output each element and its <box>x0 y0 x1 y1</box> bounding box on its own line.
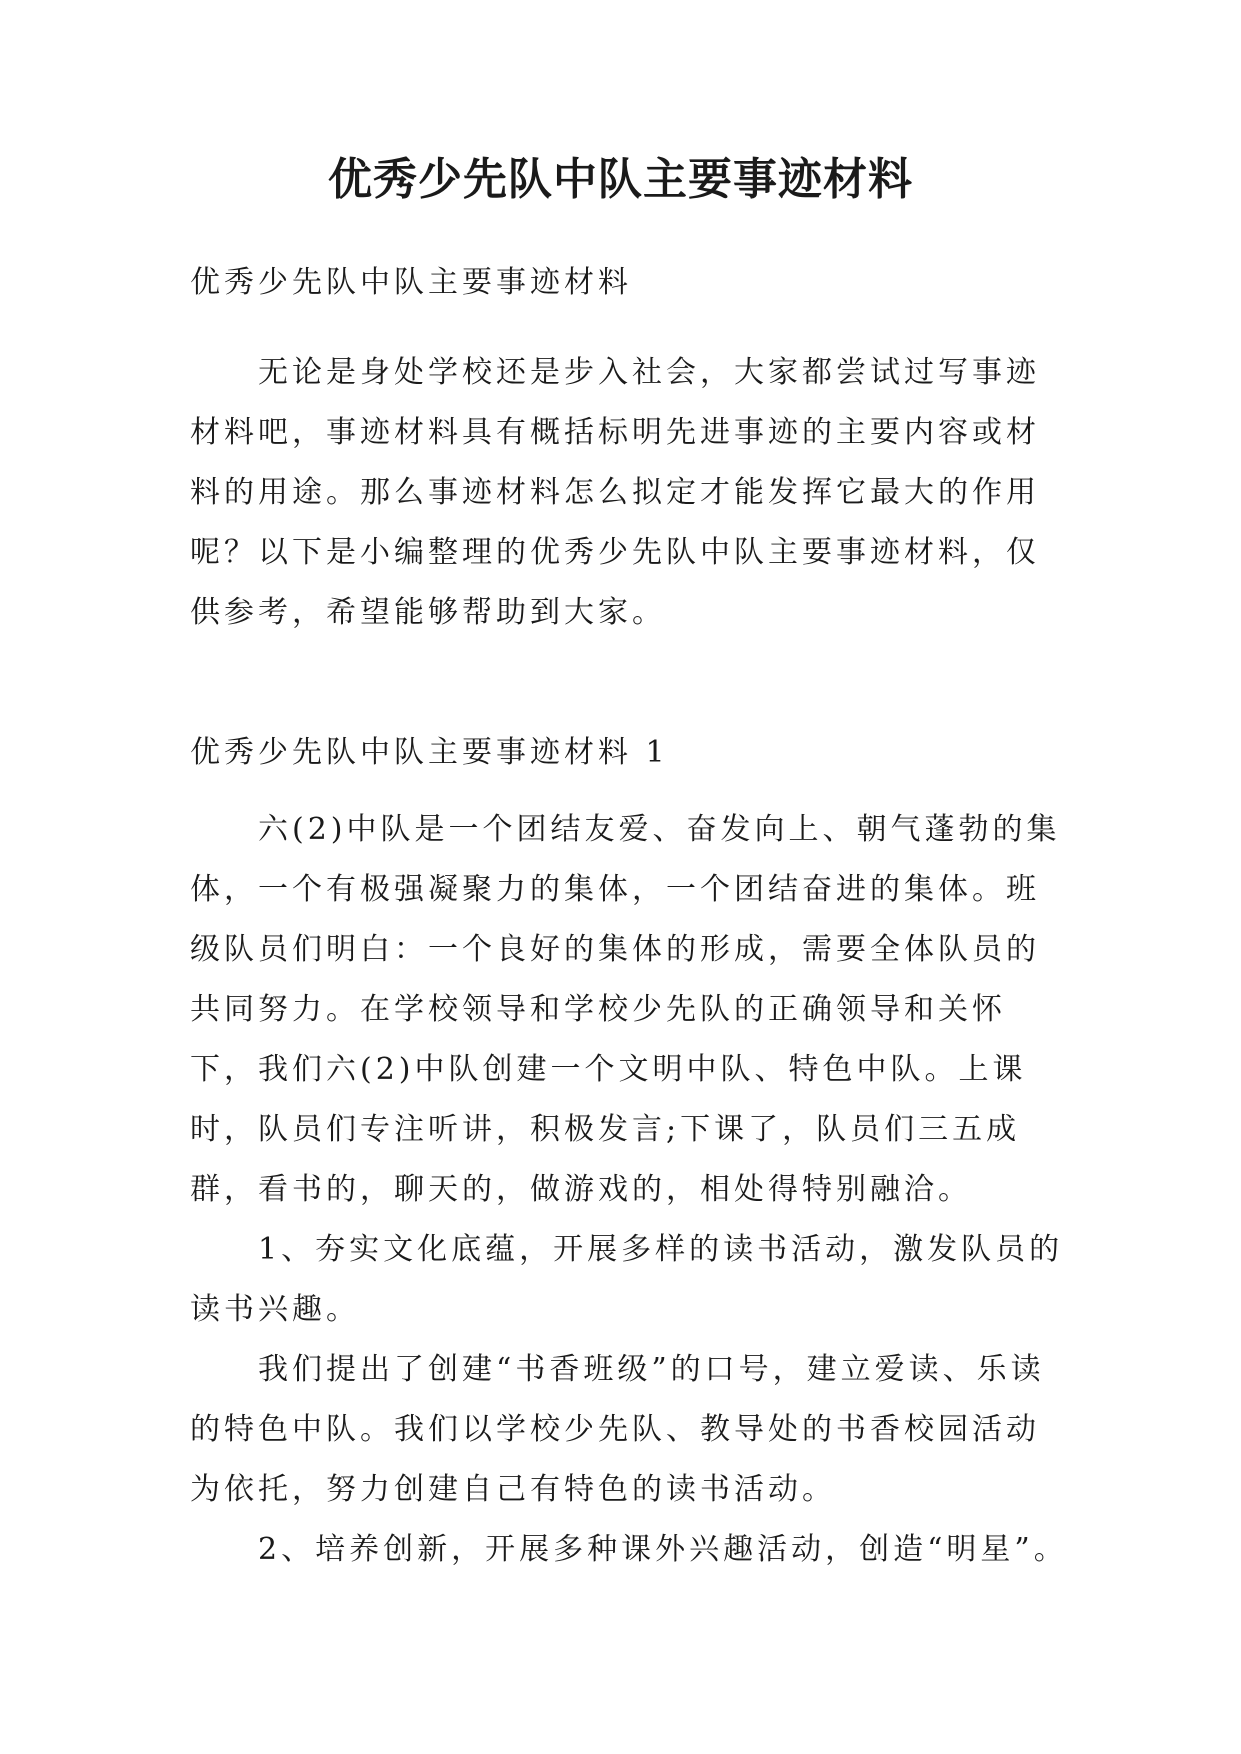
section-heading: 优秀少先队中队主要事迹材料 1 <box>190 735 669 770</box>
body-paragraph: 2、培养创新，开展多种课外兴趣活动，创造“明星”。 <box>258 1532 1068 1567</box>
body-paragraph: 我们提出了创建“书香班级”的口号，建立爱读、乐读的特色中队。我们以学校少先队、教导处的书香校园活动为依托，努力创建自己有特色的读书活动。 <box>190 1352 1045 1507</box>
body-paragraph: 六(2)中队是一个团结友爱、奋发向上、朝气蓬勃的集体，一个有极强凝聚力的集体，一个团结奋进的集体。班级队员们明白：一个良好的集体的形成，需要全体队员的共同努力。在学校领导和学校少先队的正确领导和关怀下，我们六(2)中队创建一个文明中队、特色中队。上课时，队员们专注听讲，积极发言;下课了，队员们三五成群，看书的，聊天的，做游戏的，相处得特别融洽。 <box>190 812 1061 1207</box>
intro-paragraph: 无论是身处学校还是步入社会，大家都尝试过写事迹材料吧，事迹材料具有概括标明先进事迹的主要内容或材料的用途。那么事迹材料怎么拟定才能发挥它最大的作用呢？以下是小编整理的优秀少先队中队主要事迹材料，仅供参考，希望能够帮助到大家。 <box>190 355 1040 630</box>
document-title: 优秀少先队中队主要事迹材料 <box>328 154 913 205</box>
section-body <box>190 800 1070 1580</box>
document-subtitle: 优秀少先队中队主要事迹材料 <box>190 265 632 300</box>
body-paragraph: 1、夯实文化底蕴，开展多样的读书活动，激发队员的读书兴趣。 <box>190 1232 1064 1327</box>
